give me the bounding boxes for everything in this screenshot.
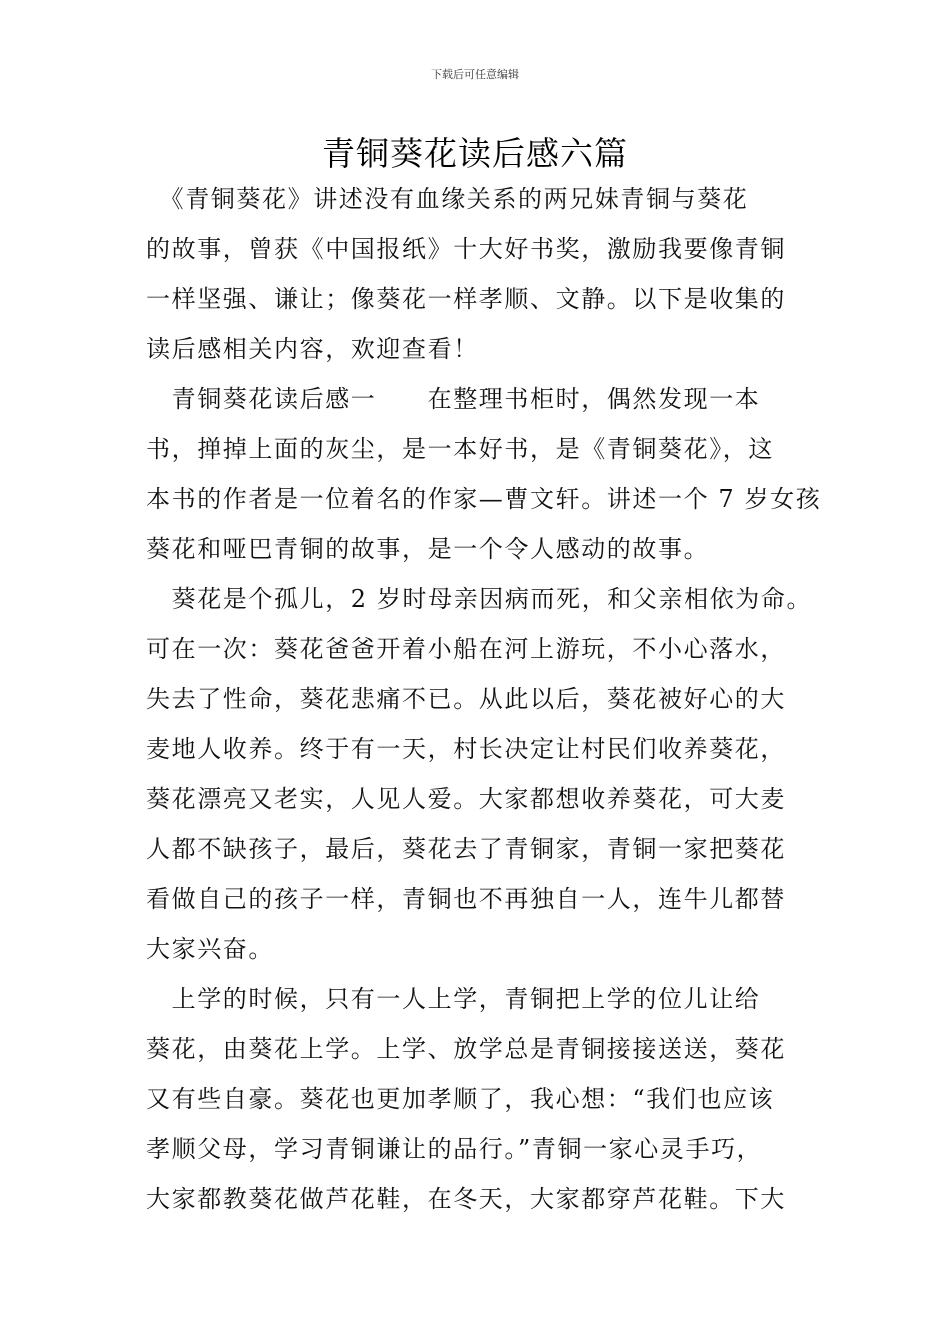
paragraph-line: 孝顺父母，学习青铜谦让的品行。”青铜一家心灵手巧， (146, 1135, 763, 1163)
paragraph-line: 书，掸掉上面的灰尘，是一本好书，是《青铜葵花》，这 (146, 435, 774, 463)
header-note: 下载后可任意编辑 (431, 68, 519, 81)
paragraph-line: 葵花是个孤儿，2 岁时母亲因病而死，和父亲相依为命。 (146, 585, 813, 613)
paragraph-line: 《青铜葵花》讲述没有血缘关系的两兄妹青铜与葵花 (146, 185, 749, 213)
paragraph-line: 人都不缺孩子，最后，葵花去了青铜家，青铜一家把葵花 (146, 835, 786, 863)
paragraph-line: 又有些自豪。葵花也更加孝顺了，我心想：“我们也应该 (146, 1085, 775, 1113)
paragraph-line: 葵花，由葵花上学。上学、放学总是青铜接接送送，葵花 (146, 1035, 786, 1063)
paragraph-line: 麦地人收养。终于有一天，村长决定让村民们收养葵花， (146, 735, 786, 763)
paragraph-line: 失去了性命，葵花悲痛不已。从此以后，葵花被好心的大 (146, 685, 786, 713)
paragraph-line: 看做自己的孩子一样，青铜也不再独自一人，连牛儿都替 (146, 885, 786, 913)
paragraph-line: 可在一次：葵花爸爸开着小船在河上游玩，不小心落水， (146, 635, 786, 663)
paragraph-line: 葵花和哑巴青铜的故事，是一个令人感动的故事。 (146, 535, 710, 563)
paragraph-line: 一样坚强、谦让；像葵花一样孝顺、文静。以下是收集的 (146, 285, 786, 313)
paragraph-line: 读后感相关内容，欢迎查看！ (146, 335, 479, 363)
paragraph-line: 大家兴奋。 (146, 935, 274, 963)
paragraph-line: 青铜葵花读后感一 在整理书柜时，偶然发现一本 (146, 385, 761, 413)
paragraph-line: 大家都教葵花做芦花鞋，在冬天，大家都穿芦花鞋。下大 (146, 1185, 786, 1213)
paragraph-line: 本书的作者是一位着名的作家—曹文轩。讲述一个 7 岁女孩 (146, 485, 822, 513)
paragraph-line: 的故事，曾获《中国报纸》十大好书奖，激励我要像青铜 (146, 235, 786, 263)
paragraph-line: 上学的时候，只有一人上学，青铜把上学的位儿让给 (146, 985, 761, 1013)
paragraph-line: 葵花漂亮又老实，人见人爱。大家都想收养葵花，可大麦 (146, 785, 786, 813)
page-title: 青铜葵花读后感六篇 (322, 134, 628, 173)
